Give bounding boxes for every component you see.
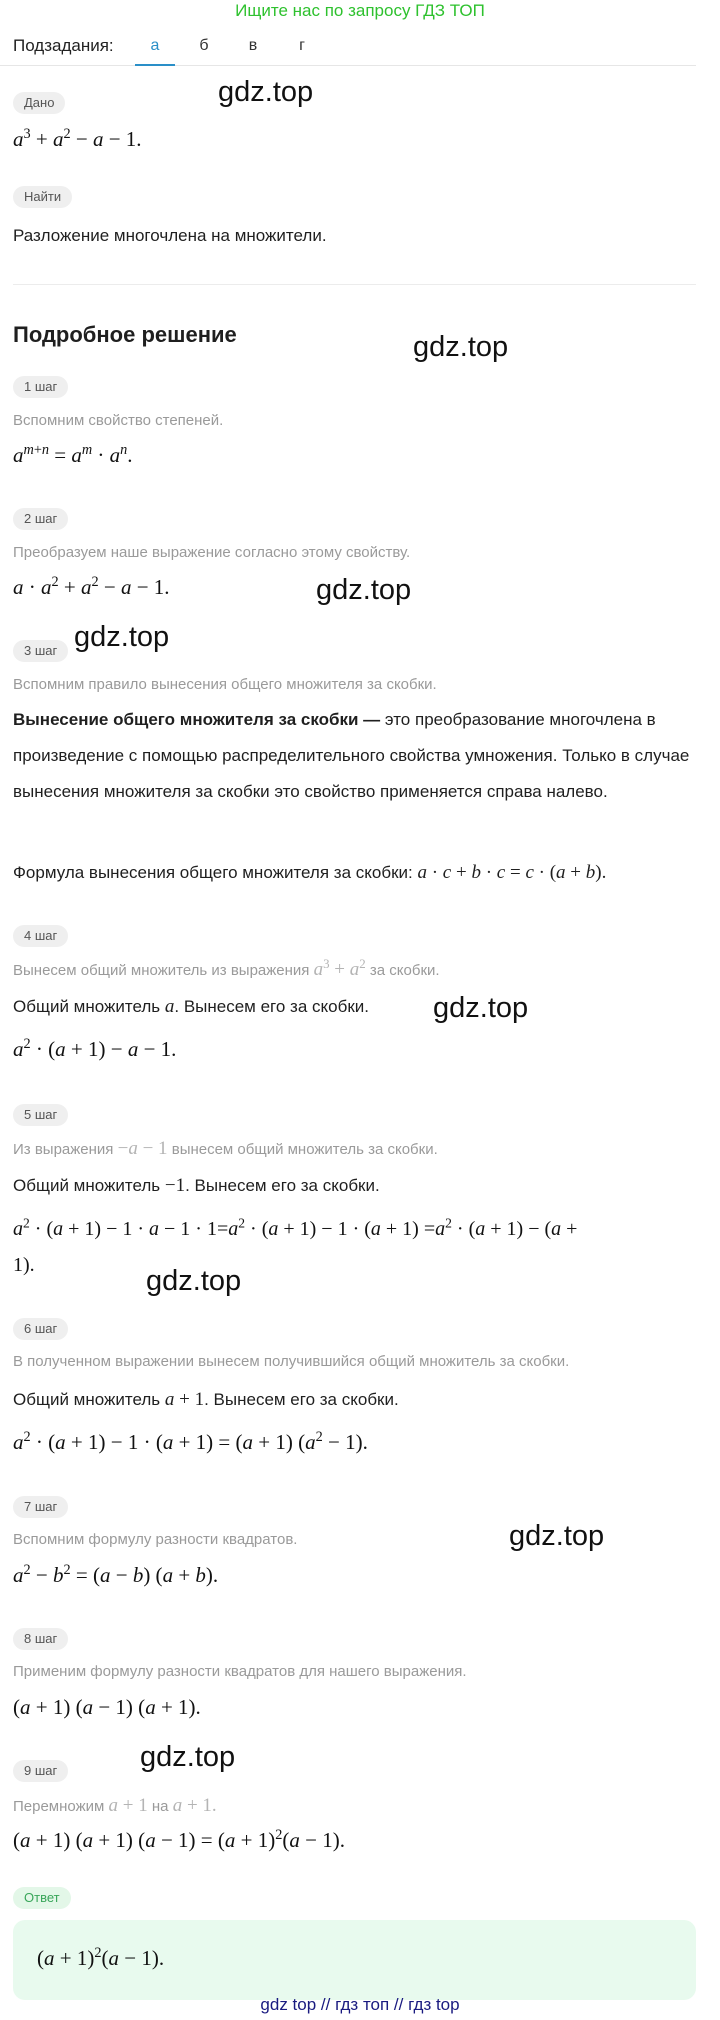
watermark: gdz.top	[433, 992, 529, 1024]
step-5-pill: 5 шаг	[13, 1104, 68, 1126]
step-4-formula: $a^2 \cdot (a + 1) - a - 1$.	[13, 1036, 177, 1061]
step-5-hint: Из выражения −a − 1 вынесем общий множитель за скобки.	[13, 1138, 438, 1159]
step-9-hint: Перемножим a + 1 на a + 1.	[13, 1795, 217, 1816]
step-4-hint-pre: Вынесем общий множитель из выражения	[13, 962, 310, 979]
step-5-formula-line2: 1).	[13, 1254, 35, 1276]
footer-links[interactable]: gdz top // гдз топ // гдз top	[260, 1995, 460, 2014]
step-4-hint-post: за скобки.	[369, 962, 440, 979]
step-6-text-post: . Вынесем его за скобки.	[204, 1390, 399, 1409]
subtask-label: Подзадания:	[13, 36, 114, 55]
step-1-hint: Вспомним свойство степеней.	[13, 412, 224, 429]
step-6-text-pre: Общий множитель	[13, 1390, 161, 1409]
step-3-hint: Вспомним правило вынесения общего множителя за скобки.	[13, 676, 437, 693]
step-5-text-pre: Общий множитель	[13, 1176, 161, 1195]
step-3-term: Вынесение общего множителя за скобки —	[13, 710, 381, 729]
step-6-pill: 6 шаг	[13, 1318, 68, 1340]
watermark: gdz.top	[146, 1265, 242, 1297]
find-text: Разложение многочлена на множители.	[13, 226, 327, 245]
step-7-hint: Вспомним формулу разности квадратов.	[13, 1531, 298, 1548]
given-expression: $a^3 + a^2 - a - 1$.	[13, 126, 142, 151]
tab-g[interactable]: г	[299, 37, 305, 54]
step-6-text: Общий множитель a + 1. Вынесем его за скобки.	[13, 1389, 399, 1410]
step-9-hint-mid: на	[151, 1798, 169, 1815]
answer-box	[13, 1920, 696, 2000]
step-3-definition	[13, 702, 693, 810]
step-7-pill: 7 шаг	[13, 1496, 68, 1518]
step-5-text-post: . Вынесем его за скобки.	[185, 1176, 380, 1195]
subtask-bar	[0, 30, 696, 66]
step-3-definition-text: это преобразование многочлена в произведение с помощью распределительного свойства умножения. Только в случае вынесения множителя за скобки это свойство применяется справа налево.	[13, 710, 690, 801]
step-3-pill: 3 шаг	[13, 640, 68, 662]
tab-a[interactable]: а	[135, 34, 175, 66]
divider	[13, 284, 696, 285]
watermark: gdz.top	[74, 621, 170, 653]
step-3-formula: Формула вынесения общего множителя за скобки: a · c + b · c = c · (a + b).	[13, 862, 607, 883]
watermark: gdz.top	[140, 1741, 236, 1773]
step-9-hint-pre: Перемножим	[13, 1798, 105, 1815]
answer-formula: $(a + 1)^2(a - 1)$.	[37, 1945, 165, 1970]
step-6-hint: В полученном выражении вынесем получившийся общий множитель за скобки.	[13, 1353, 570, 1370]
step-2-formula: $a \cdot a^2 + a^2 - a - 1$.	[13, 574, 170, 599]
step-3-formula-label: Формула вынесения общего множителя за скобки:	[13, 863, 413, 882]
step-2-hint: Преобразуем наше выражение согласно этому свойству.	[13, 544, 411, 561]
step-5-hint-pre: Из выражения	[13, 1141, 114, 1158]
watermark: gdz.top	[509, 1520, 605, 1552]
step-4-text-post: . Вынесем его за скобки.	[174, 997, 369, 1016]
step-4-text-pre: Общий множитель	[13, 997, 161, 1016]
watermark: gdz.top	[316, 574, 412, 606]
step-4-text: Общий множитель a. Вынесем его за скобки.	[13, 996, 369, 1017]
step-1-formula: $a^{m+n} = a^m \cdot a^n$.	[13, 442, 133, 467]
step-9-pill: 9 шаг	[13, 1760, 68, 1782]
find-pill: Найти	[13, 186, 72, 208]
step-5-formula-line1: $a^2 \cdot (a + 1) - 1 \cdot a - 1 \cdot 1=a^2 \cdot (a + 1) - 1 \cdot (a + 1) =a^2 \cdot (a + 1) - (a$ +	[13, 1215, 578, 1240]
answer-pill: Ответ	[13, 1887, 71, 1909]
step-4-hint: Вынесем общий множитель из выражения $a^3 + a^2$ за скобки.	[13, 955, 440, 980]
tab-v[interactable]: в	[248, 37, 258, 54]
step-8-hint: Применим формулу разности квадратов для нашего выражения.	[13, 1663, 467, 1680]
step-5-text: Общий множитель −1. Вынесем его за скобки.	[13, 1175, 380, 1196]
tab-b[interactable]: б	[199, 37, 209, 54]
search-banner: Ищите нас по запросу ГДЗ ТОП	[235, 1, 485, 20]
step-7-formula: $a^2 - b^2 = (a - b) (a + b)$.	[13, 1562, 219, 1587]
watermark: gdz.top	[413, 331, 509, 363]
step-6-formula: $a^2 \cdot (a + 1) - 1 \cdot (a + 1) = (a + 1) (a^2 - 1)$.	[13, 1429, 368, 1454]
given-pill: Дано	[13, 92, 65, 114]
step-2-pill: 2 шаг	[13, 508, 68, 530]
step-8-formula: (a + 1) (a − 1) (a + 1).	[13, 1695, 201, 1719]
solution-title: Подробное решение	[13, 322, 237, 347]
step-4-pill: 4 шаг	[13, 925, 68, 947]
step-5-hint-post: вынесем общий множитель за скобки.	[171, 1141, 438, 1158]
watermark: gdz.top	[218, 76, 314, 108]
step-1-pill: 1 шаг	[13, 376, 68, 398]
step-8-pill: 8 шаг	[13, 1628, 68, 1650]
step-9-formula: (a + 1) (a + 1) $(a - 1) = (a + 1)^2(a - 1)$.	[13, 1827, 345, 1852]
